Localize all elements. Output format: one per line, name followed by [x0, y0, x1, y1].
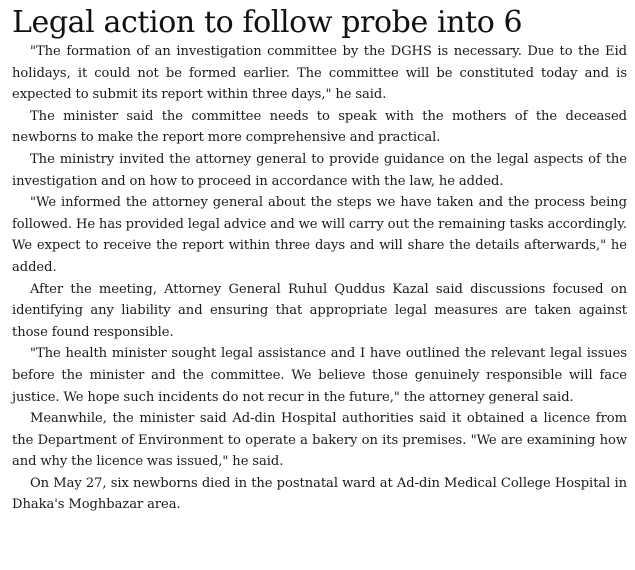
paragraph-1: "The formation of an investigation committee by the DGHS is necessary. Due to the Eid holidays, it could not be formed earlier. The committee will be constituted today and is expected to submit its report within three days," he said.	[12, 44, 627, 103]
paragraph-3: The ministry invited the attorney general to provide guidance on the legal aspects of the investigation and on how to proceed in accordance with the law, he added.	[12, 151, 627, 189]
paragraph-4: "We informed the attorney general about the steps we have taken and the process being followed. He has provided legal advice and we will carry out the remaining tasks accordingly. We expect to receive the report within three days and will share the details afterwards," he added.	[12, 195, 627, 275]
paragraph-2: The minister said the committee needs to speak with the mothers of the deceased newborns to make the report more comprehensive and practical.	[12, 108, 627, 146]
paragraph-7: Meanwhile, the minister said Ad-din Hospital authorities said it obtained a licence from the Department of Environment to operate a bakery on its premises. "We are examining how and why the licence was issued," he said.	[12, 411, 627, 470]
paragraph-5: After the meeting, Attorney General Ruhul Quddus Kazal said discussions focused on identifying any liability and ensuring that appropriate legal measures are taken against those found responsible.	[12, 281, 627, 340]
paragraph-6: "The health minister sought legal assistance and I have outlined the relevant legal issues before the minister and the committee. We believe those genuinely responsible will face justice. We hope such incidents do not recur in the future," the attorney general said.	[12, 346, 627, 405]
headline: Legal action to follow probe into 6	[12, 5, 523, 40]
paragraph-8: On May 27, six newborns died in the postnatal ward at Ad-din Medical College Hospital in Dhaka's Moghbazar area.	[12, 475, 627, 513]
